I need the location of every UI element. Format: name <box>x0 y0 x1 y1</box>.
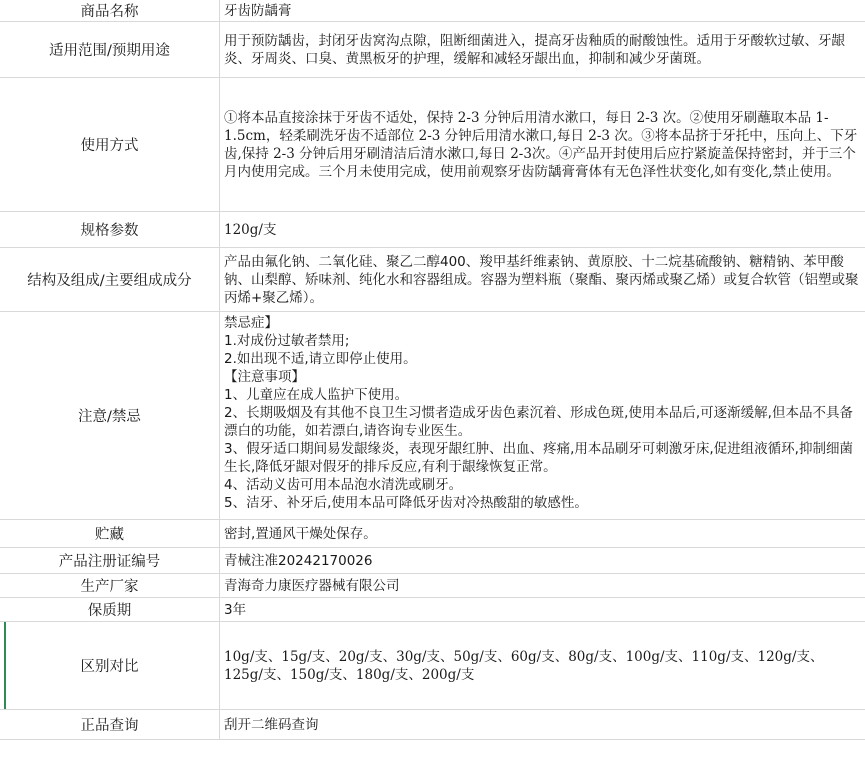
row-label: 规格参数 <box>0 212 220 247</box>
row-value <box>220 212 865 247</box>
row-label: 产品注册证编号 <box>0 548 220 573</box>
row-value <box>220 574 865 597</box>
row-label: 结构及组成/主要组成成分 <box>0 248 220 311</box>
shelf-life-value: 3年 <box>224 601 247 618</box>
table-row[interactable] <box>0 0 865 22</box>
registration-number-value: 青械注准20242170026 <box>224 552 373 569</box>
caution-line: 禁忌症】 <box>224 315 278 331</box>
table-row[interactable] <box>0 212 865 248</box>
table-row[interactable] <box>0 598 865 622</box>
caution-line: 1.对成份过敏者禁用; <box>224 333 350 349</box>
table-row[interactable] <box>0 78 865 212</box>
composition-value: 产品由氟化钠、二氧化硅、聚乙二醇400、羧甲基纤维素钠、黄原胶、十二烷基硫酸钠、糖精钠、苯甲酸钠、山梨醇、矫味剂、纯化水和容器组成。容器为塑料瓶（聚酯、聚丙烯或聚乙烯）或复合软管（铝塑或聚丙烯+聚乙烯）。 <box>224 253 859 306</box>
caution-line: 2.如出现不适,请立即停止使用。 <box>224 351 417 367</box>
caution-line: 【注意事项】 <box>224 369 305 385</box>
row-label: 注意/禁忌 <box>0 312 220 519</box>
selection-indicator <box>4 622 6 709</box>
table-row[interactable] <box>0 574 865 598</box>
row-value <box>220 710 865 739</box>
table-row[interactable] <box>0 548 865 574</box>
table-row[interactable] <box>0 22 865 78</box>
caution-line: 5、洁牙、补牙后,使用本品可降低牙齿对冷热酸甜的敏感性。 <box>224 495 588 511</box>
table-row[interactable] <box>0 622 865 710</box>
row-label: 保质期 <box>0 598 220 621</box>
storage-value: 密封,置通风干燥处保存。 <box>224 525 377 542</box>
row-label: 区别对比 <box>0 622 220 709</box>
table-row[interactable] <box>0 248 865 312</box>
row-value <box>220 548 865 573</box>
row-value <box>220 622 865 709</box>
caution-line: 4、活动义齿可用本品泡水清洗或刷牙。 <box>224 477 463 493</box>
caution-line: 2、长期吸烟及有其他不良卫生习惯者造成牙齿色素沉着、形成色斑,使用本品后,可逐渐缓解,但本品不具备漂白的功能，如若漂白,请咨询专业医生。 <box>224 405 853 439</box>
product-name-value: 牙齿防龋膏 <box>224 2 292 19</box>
caution-line: 1、儿童应在成人监护下使用。 <box>224 387 409 403</box>
table-row[interactable] <box>0 520 865 548</box>
table-row[interactable] <box>0 312 865 520</box>
row-value <box>220 598 865 621</box>
row-label: 商品名称 <box>0 0 220 21</box>
row-label: 生产厂家 <box>0 574 220 597</box>
spec-value: 120g/支 <box>224 221 277 238</box>
manufacturer-value: 青海奇力康医疗器械有限公司 <box>224 577 400 594</box>
row-value <box>220 0 865 21</box>
authenticity-value: 刮开二维码查询 <box>224 716 319 733</box>
intended-use-value: 用于预防龋齿，封闭牙齿窝沟点隙，阻断细菌进入，提高牙齿釉质的耐酸蚀性。适用于牙酸软过敏、牙龈炎、牙周炎、口臭、黄黑板牙的护理，缓解和减轻牙龈出血，抑制和减少牙菌斑。 <box>224 32 845 67</box>
row-value <box>220 78 865 211</box>
comparison-value: 10g/支、15g/支、20g/支、30g/支、50g/支、60g/支、80g/支、100g/支、110g/支、120g/支、125g/支、150g/支、180g/支、200g/支 <box>224 648 824 683</box>
row-label: 使用方式 <box>0 78 220 211</box>
row-label: 正品查询 <box>0 710 220 739</box>
row-value <box>220 520 865 547</box>
row-label: 适用范围/预期用途 <box>0 22 220 77</box>
row-value <box>220 248 865 311</box>
row-value <box>220 312 865 519</box>
usage-value: ①将本品直接涂抹于牙齿不适处，保持 2-3 分钟后用清水漱口，每日 2-3 次。②使用牙刷蘸取本品 1-1.5cm，轻柔刷洗牙齿不适部位 2-3 分钟后用清水漱口,每日 2-3 次。③将本品挤于牙托中，压向上、下牙齿,保持 2-3 分钟后用牙刷清洁后清水漱口,每日 2-3次。④产品开封使用后应拧紧旋盖保持密封，并于三个月内使用完成。三个月未使用完成，使用前观察牙齿防龋膏膏体有无色泽性状变化,如有变化,禁止使用。 <box>224 109 858 180</box>
row-value <box>220 22 865 77</box>
table-row[interactable] <box>0 710 865 740</box>
caution-line: 3、假牙适口期间易发龈缘炎，表现牙龈红肿、出血、疼痛,用本品刷牙可刺激牙床,促进组液循环,抑制细菌生长,降低牙龈对假牙的排斥反应,有利于龈缘恢复正常。 <box>224 441 853 475</box>
row-label: 贮藏 <box>0 520 220 547</box>
